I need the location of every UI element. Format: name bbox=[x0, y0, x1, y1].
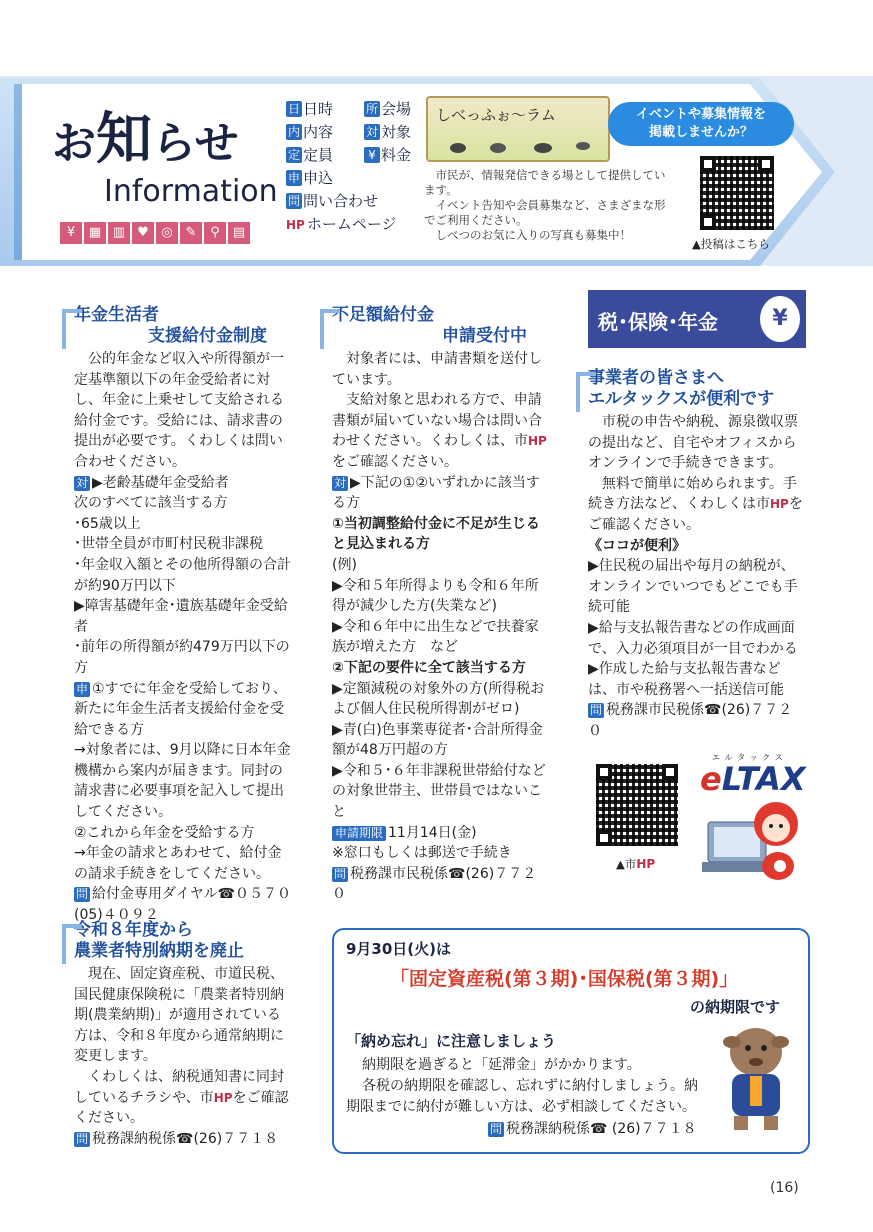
shortfall-heading: 不足額給付金 申請受付中 bbox=[332, 305, 550, 347]
notice-subtitle: 「納め忘れ」に注意しましょう bbox=[346, 1032, 557, 1050]
pen-icon: ✎ bbox=[180, 222, 202, 244]
post-call-bubble: イベントや募集情報を 掲載しませんか？ bbox=[608, 102, 794, 146]
building-icon: ▦ bbox=[84, 222, 106, 244]
post-qr-code[interactable] bbox=[700, 156, 774, 230]
trash-icon: ▥ bbox=[108, 222, 130, 244]
legend: 日 日時 所 会場 内 内容 対 対象 定 定員 ¥ 料金 申 申込 問 問い合わせ HP ホームページ bbox=[286, 100, 412, 233]
farmer-payment-article: 令和８年度から 農業者特別納期を廃止 現在、固定資産税、市道民税、国民健康保険税に「農業者特別納期(農業納期)」が適用されている方は、令和８年度から通常納期に変更します。 くわしくは、納税通知書に同封しているチラシや、市HPをご確認ください。 問 税務課納税係☎(26)７７１８ bbox=[74, 920, 292, 1149]
forum-title: しべっふぉ～ラム bbox=[436, 106, 556, 124]
heart-icon: ♥ bbox=[132, 222, 154, 244]
deadline-taxes: 「固定資産税(第３期)･国保税(第３期)」 bbox=[390, 968, 739, 990]
money-bag-icon: ¥ bbox=[760, 296, 800, 342]
farmer-heading: 令和８年度から 農業者特別納期を廃止 bbox=[74, 920, 292, 962]
pension-heading: 年金生活者 支援給付金制度 bbox=[74, 305, 292, 347]
deadline-notice-box: 9月30日(火)は 「固定資産税(第３期)･国保税(第３期)」 の納期限です 「納め忘れ」に注意しましょう 納期限を過ぎると「延滞金」がかかります。 各税の納期限を確認し、忘れずに納付しましょう。納期限までに納付が難しい方は、必ず相談してください。 問 税務課納税係☎ (26)７７１８ bbox=[332, 928, 810, 1154]
city-hp-caption: ▲市HP bbox=[616, 857, 656, 871]
magnifier-icon: ⚲ bbox=[204, 222, 226, 244]
eltax-mascot-illustration bbox=[700, 794, 810, 884]
book-icon: ▤ bbox=[228, 222, 250, 244]
page-subtitle: Information bbox=[104, 174, 278, 209]
eltax-ruby: エ ル タ ッ ク ス bbox=[712, 753, 784, 762]
pension-article: 年金生活者 支援給付金制度 公的年金など収入や所得額が一定基準額以下の年金受給者に対し、年金に上乗せして支給される給付金です。受給には、請求書の提出が必要です。くわしくは問い合わせください。 対 ▶老齢基礎年金受給者 次のすべてに該当する方 ･65歳以上 ･世帯全員が市町村民税非課税 ･年金収入額とその他所得額の合計が約90万円以下 ▶障害基礎年金･遺族基礎年金受給者 ･前年の所得額が約479万円以下の方 申 ①すでに年金を受給しており、新たに年金生活者支援給付金を受給できる方 →対象者には、9月以降に日本年金機構から案内が届きます。同封の請求書に必要事項を記入して提出してください。 ②これから年金を受給する方 →年金の請求とあわせて、給付金の請求手続きをしてください。 問 給付金専用ダイヤル☎０５７０(05)４０９２ bbox=[74, 305, 292, 926]
tax-section-banner: 税･保険･年金 bbox=[588, 290, 806, 348]
shortfall-benefit-article: 不足額給付金 申請受付中 対象者には、申請書類を送付しています。 支給対象と思われる方で、申請書類が届いていない場合は問い合わせください。くわしくは、市HPをご確認ください。 対 ▶下記の①②いずれかに該当する方 ①当初調整給付金に不足が生じると見込まれる方 (例) ▶令和５年所得よりも令和６年所得が減少した方(失業など) ▶令和６年中に出生などで扶養家族が増えた方 など ②下記の要件に全て該当する方 ▶定額減税の対象外の方(所得税および個人住民税所得割がゼロ) ▶青(白)色事業専従者･合計所得金額が48万円超の方 ▶令和５･６年非課税世帯給付などの対象世帯主、世帯員ではないこと 申請期限 11月14日(金) ※窓口もしくは郵送で手続き 問 税務課市民税係☎(26)７７２０ bbox=[332, 305, 550, 905]
eltax-heading: 事業者の皆さまへ エルタックスが便利です bbox=[588, 368, 806, 410]
sheep-mascot-illustration bbox=[714, 1018, 798, 1136]
sports-icon: ◎ bbox=[156, 222, 178, 244]
eltax-logo: eLTAX bbox=[700, 760, 806, 798]
city-hp-qr-code[interactable] bbox=[596, 764, 678, 846]
page-title: お知らせ bbox=[52, 107, 239, 172]
forum-description: 市民が、情報発信できる場として提供しています。 イベント告知や会員募集など、さまざまな形でご利用ください。 しべつのお気に入りの写真も募集中！ bbox=[424, 168, 666, 242]
qr-caption: ▲投稿はこちら bbox=[692, 237, 770, 251]
eltax-article: 事業者の皆さまへ エルタックスが便利です 市税の申告や納税、源泉徴収票の提出など、自宅やオフィスからオンラインで手続きできます。 無料で簡単に始められます。手続き方法など、くわしくは市HPをご確認ください。 《ココが便利》 ▶住民税の届出や毎月の納税が、オンラインでいつでもどこでも手続可能 ▶給与支払報告書などの作成画面で、入力必須項目が一目でわかる ▶作成した給与支払報告書などは、市や税務署へ一括送信可能 問 税務課市民税係☎(26)７７２０ bbox=[588, 368, 806, 742]
page-number: (16) bbox=[770, 1180, 799, 1196]
category-icons bbox=[60, 222, 250, 244]
money-bag-icon: ¥ bbox=[60, 222, 82, 244]
